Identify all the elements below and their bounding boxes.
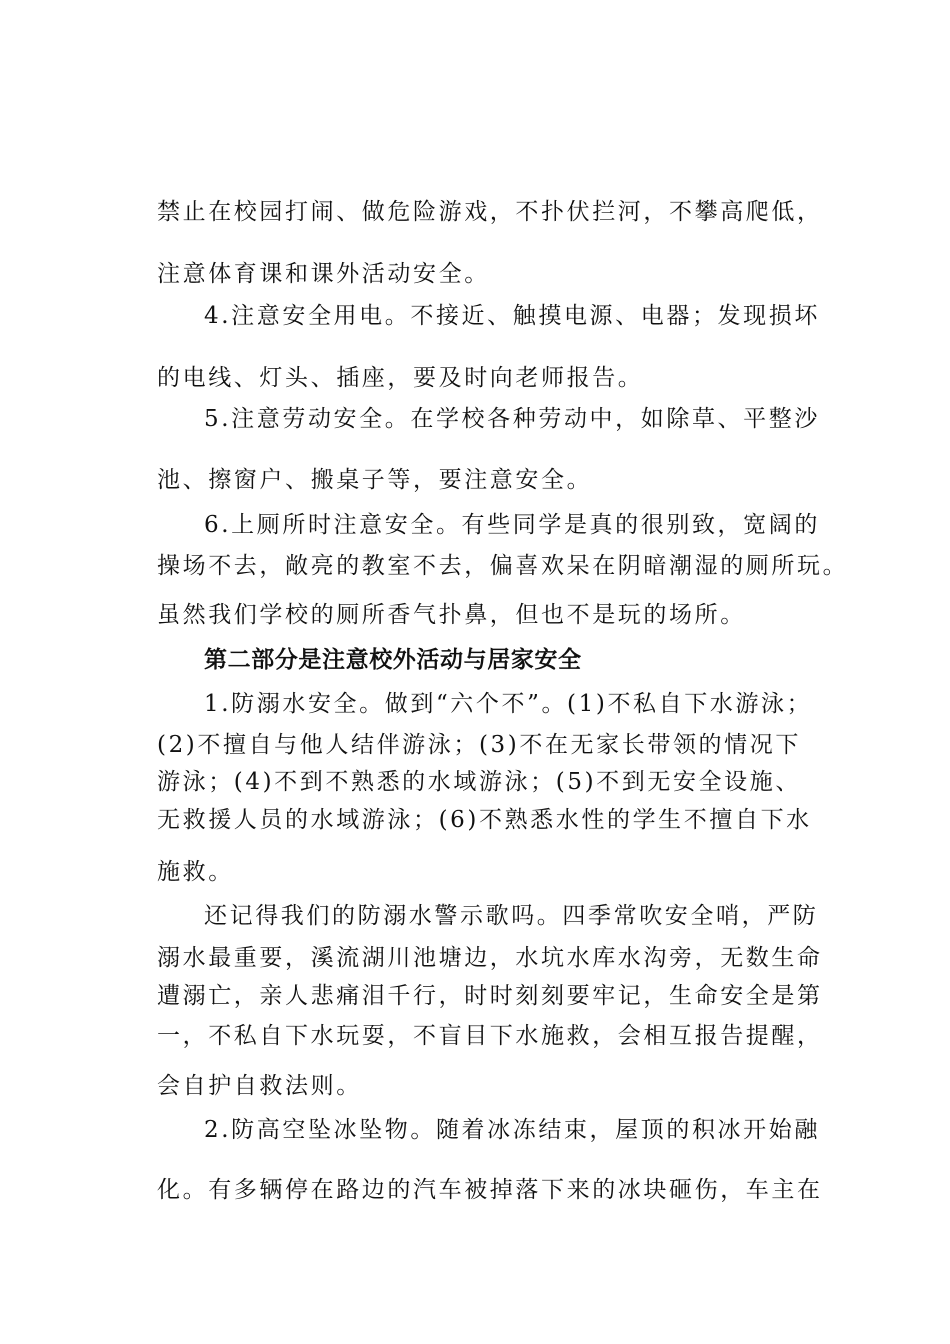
paragraph-line: 4.注意安全用电。不接近、触摸电源、电器；发现损坏 (204, 303, 820, 329)
paragraph-line: 还记得我们的防溺水警示歌吗。四季常吹安全哨，严防 (204, 903, 819, 929)
paragraph-line: 游泳；(4)不到不熟悉的水域游泳；(5)不到无安全设施、 (157, 769, 801, 795)
paragraph-line: 溺水最重要，溪流湖川池塘边，水坑水库水沟旁，无数生命 (157, 945, 823, 971)
paragraph-line: 遭溺亡，亲人悲痛泪千行，时时刻刻要牢记，生命安全是第 (157, 983, 823, 1009)
paragraph-line: 施救。 (157, 859, 234, 885)
paragraph-line: 虽然我们学校的厕所香气扑鼻，但也不是玩的场所。 (157, 602, 746, 628)
paragraph-line: 一，不私自下水玩耍，不盲目下水施救，会相互报告提醒， (157, 1023, 823, 1049)
paragraph-line: 会自护自救法则。 (157, 1073, 362, 1099)
paragraph-line: (2)不擅自与他人结伴游泳；(3)不在无家长带领的情况下 (157, 732, 801, 758)
paragraph-line: 无救援人员的水域游泳；(6)不熟悉水性的学生不擅自下水 (157, 807, 812, 833)
paragraph-line: 化。有多辆停在路边的汽车被掉落下来的冰块砸伤，车主在 (157, 1177, 823, 1203)
paragraph-line: 操场不去，敞亮的教室不去，偏喜欢呆在阴暗潮湿的厕所玩。 (157, 553, 849, 579)
paragraph-line: 的电线、灯头、插座，要及时向老师报告。 (157, 365, 644, 391)
paragraph-line: 6.上厕所时注意安全。有些同学是真的很别致，宽阔的 (204, 512, 820, 538)
paragraph-line: 2.防高空坠冰坠物。随着冰冻结束，屋顶的积冰开始融 (204, 1117, 820, 1143)
paragraph-line: 1.防溺水安全。做到“六个不”。(1)不私自下水游泳； (204, 691, 813, 717)
paragraph-line: 注意体育课和课外活动安全。 (157, 261, 490, 287)
section-heading: 第二部分是注意校外活动与居家安全 (204, 647, 582, 673)
paragraph-line: 禁止在校园打闹、做危险游戏，不扑伏拦河，不攀高爬低， (157, 199, 823, 225)
paragraph-line: 5.注意劳动安全。在学校各种劳动中，如除草、平整沙 (204, 406, 820, 432)
paragraph-line: 池、擦窗户、搬桌子等，要注意安全。 (157, 467, 593, 493)
